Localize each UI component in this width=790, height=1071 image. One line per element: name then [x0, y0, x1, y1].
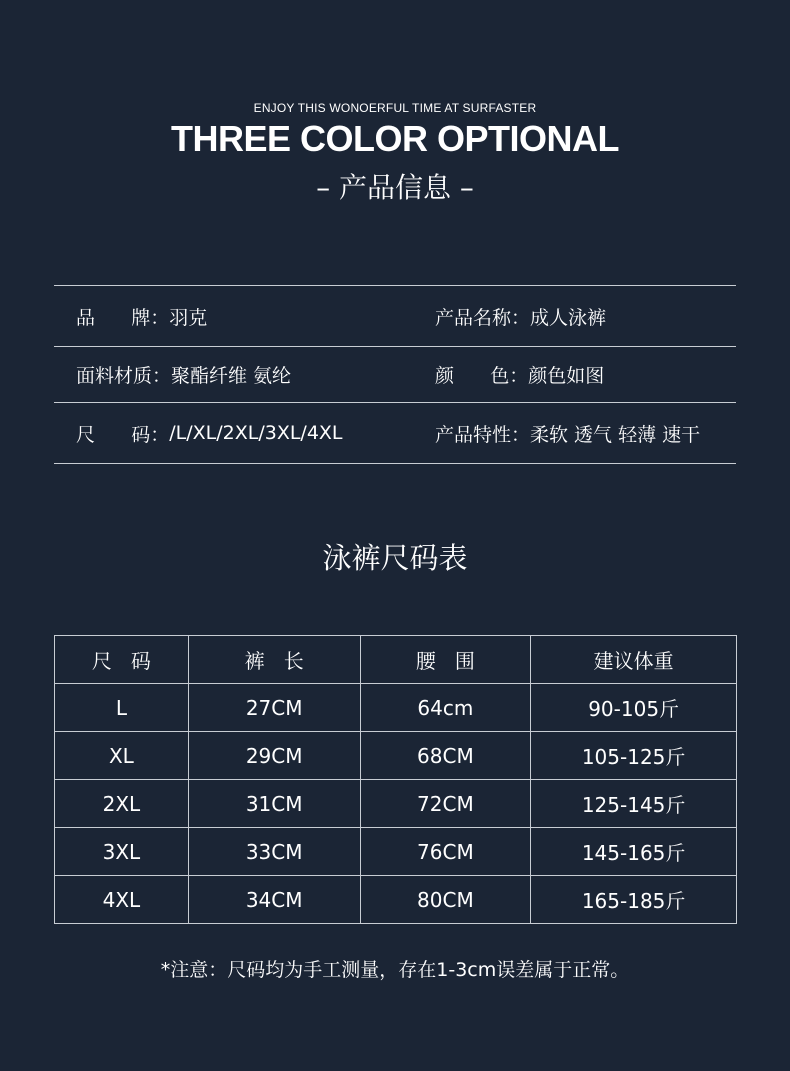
info-row [54, 286, 736, 347]
length-cell: 27CM [188, 684, 360, 732]
column-header-waist: 腰 围 [360, 636, 531, 684]
table-row [55, 828, 737, 876]
feature-cell [433, 420, 736, 447]
product-info-table [54, 285, 736, 464]
length-cell: 33CM [188, 828, 360, 876]
color-value: 颜色如图 [528, 365, 605, 387]
waist-cell: 64cm [360, 684, 531, 732]
weight-cell: 145-165斤 [531, 828, 737, 876]
length-cell: 34CM [188, 876, 360, 924]
weight-cell: 165-185斤 [531, 876, 737, 924]
weight-cell: 125-145斤 [531, 780, 737, 828]
size-chart-header-row [55, 636, 737, 684]
length-cell: 29CM [188, 732, 360, 780]
size-cell: 3XL [55, 828, 189, 876]
feature-value: 柔软 透气 轻薄 速干 [530, 423, 701, 446]
material-cell [54, 361, 433, 388]
size-cell: L [55, 684, 189, 732]
product-info-heading: – 产品信息 – [316, 171, 474, 204]
table-row [55, 684, 737, 732]
color-cell [433, 361, 736, 388]
size-value: /L/XL/2XL/3XL/4XL [169, 422, 343, 444]
size-chart-title: 泳裤尺码表 [322, 541, 468, 575]
waist-cell: 72CM [360, 780, 531, 828]
color-label: 颜 色： [435, 365, 529, 387]
info-row [54, 403, 736, 464]
column-header-size: 尺 码 [55, 636, 189, 684]
weight-cell: 90-105斤 [531, 684, 737, 732]
header-title: THREE COLOR OPTIONAL [171, 118, 619, 159]
length-cell: 31CM [188, 780, 360, 828]
size-cell: XL [55, 732, 189, 780]
weight-cell: 105-125斤 [531, 732, 737, 780]
product-name-value: 成人泳裤 [530, 306, 607, 329]
brand-label: 品 牌： [76, 306, 170, 329]
table-row [55, 732, 737, 780]
material-label: 面料材质： [76, 365, 172, 387]
header-subtitle: ENJOY THIS WONOERFUL TIME AT SURFASTER [253, 101, 537, 115]
column-header-length: 裤 长 [188, 636, 360, 684]
product-name-cell [433, 303, 736, 330]
size-cell: 2XL [55, 780, 189, 828]
brand-cell [54, 303, 433, 330]
material-value: 聚酯纤维 氨纶 [171, 365, 292, 387]
size-label: 尺 码： [76, 423, 170, 446]
size-cell: 4XL [55, 876, 189, 924]
feature-label: 产品特性： [435, 423, 531, 446]
waist-cell: 76CM [360, 828, 531, 876]
column-header-weight: 建议体重 [531, 636, 737, 684]
size-cell [54, 420, 433, 447]
brand-value: 羽克 [169, 306, 208, 329]
measurement-note: *注意：尺码均为手工测量，存在1-3cm误差属于正常。 [160, 959, 630, 981]
info-row [54, 347, 736, 403]
product-name-label: 产品名称： [435, 306, 531, 329]
table-row [55, 876, 737, 924]
size-chart-table [54, 635, 737, 924]
waist-cell: 80CM [360, 876, 531, 924]
waist-cell: 68CM [360, 732, 531, 780]
table-row [55, 780, 737, 828]
